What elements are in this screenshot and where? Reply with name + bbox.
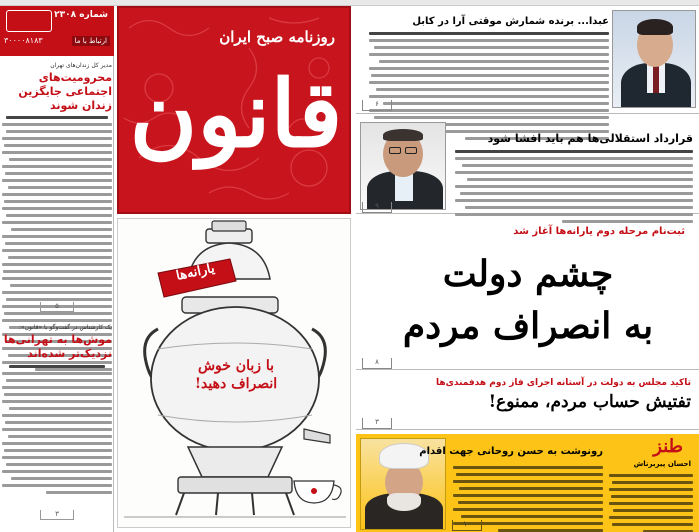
left-story-2-headline[interactable]: موش‌ها به تهرانی‌ها نزدیک‌تر شده‌اند [3,333,112,360]
story-top[interactable] [356,6,699,114]
mini-logo-icon [6,10,52,32]
cartoon-tag-label: یارانه‌ها [174,261,217,284]
issue-number: شماره ۲۳۰۸ [54,10,108,20]
story-top-page-mark: ۶ [362,100,392,111]
left-story-1-kicker: مدیر کل زندان‌ها‌ی تهران [50,62,112,69]
left-story-1-page-mark: ۵ [40,302,74,312]
satire-headline[interactable]: رونوشت به حسن روحانی جهت اقدام [419,446,603,457]
story-two-page-mark: ۹ [362,202,392,213]
satire-page-mark: ۱۰ [452,520,482,531]
satire-box[interactable] [356,434,699,532]
satire-author: احسان پیربرناش [633,460,691,468]
left-story-2[interactable] [2,324,112,498]
left-story-2-body [2,365,112,494]
cartoon-belly-text: با زبان خوش انصراف دهید! [194,358,278,393]
story-top-headline[interactable]: عبدا... برنده شمارش موقتی آرا در کابل [412,16,609,27]
left-story-1-headline[interactable]: محرومیت‌های اجتماعی جایگزین زندان شوند [18,71,112,112]
lead-headline-line-1: چشم دولت [442,253,614,295]
left-story-2-kicker: یک کارشناس در گفت‌وگو با «قانون»: [18,324,112,331]
cartoon[interactable] [117,218,351,528]
lead-headline-line-2: به انصراف مردم [402,305,654,348]
left-story-2-page-mark: ۳ [40,510,74,520]
secondary-page-mark: ۳ [362,418,392,429]
lead-headline[interactable] [365,248,691,352]
issue-box [0,6,114,56]
story-two-body [455,150,693,227]
masthead-subtitle: روزنامه صبح ایران [219,28,335,46]
satire-column-2 [609,474,693,532]
story-two-headline[interactable]: قرارداد استقلالی‌ها هم باید افشا شود [487,132,693,145]
masthead-logo: قانون [129,60,343,168]
secondary-story[interactable] [356,374,699,430]
official-photo [360,122,446,210]
contact-link[interactable]: ارتباط با ما [72,36,110,46]
price-number: ۳۰۰۰۰۸۱۸۳ [4,36,43,45]
satire-section-label: طنز [653,436,683,457]
secondary-headline[interactable]: تفتیش حساب مردم، ممنوع! [488,392,691,412]
masthead[interactable] [117,6,351,214]
secondary-kicker: تاکید مجلس به دولت در آستانه اجرای فاز دوم هدفمندی‌ها [436,378,691,388]
lead-page-mark: ۸ [362,358,392,369]
left-column [0,6,114,532]
lead-story[interactable] [356,218,699,370]
lead-kicker: ثبت‌نام مرحله دوم یارانه‌ها آغاز شد [513,226,685,237]
right-column [356,6,699,532]
abdullah-photo [612,10,696,108]
story-two[interactable] [356,118,699,214]
